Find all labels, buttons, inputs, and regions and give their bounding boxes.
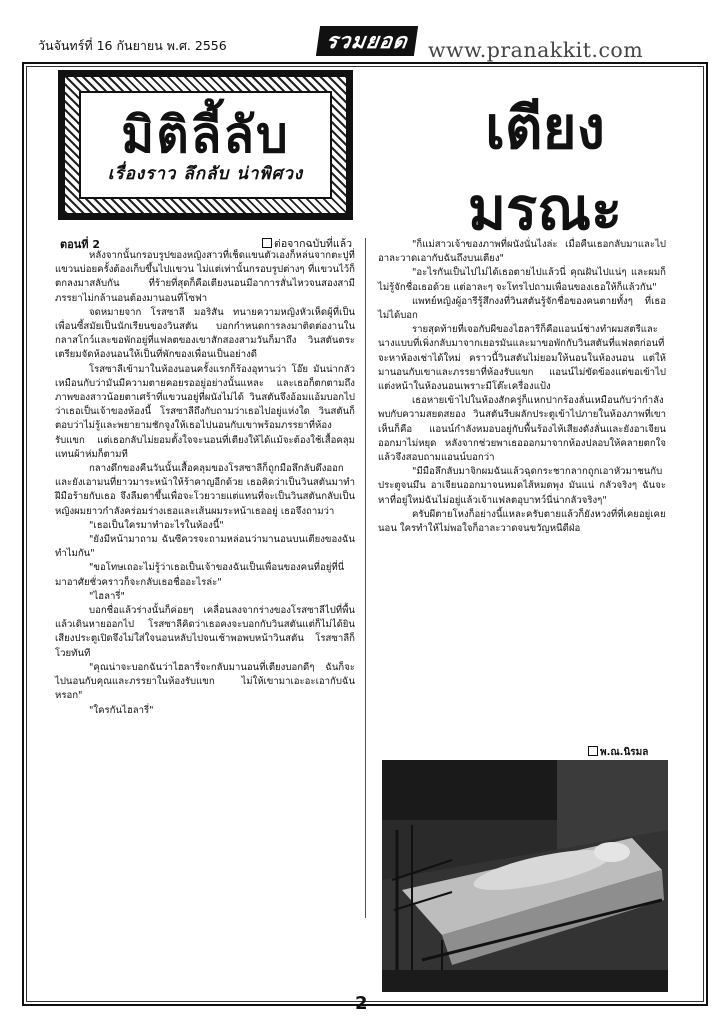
square-bullet-icon (588, 746, 598, 756)
left-column (55, 249, 355, 718)
publication-logo: รวมยอด (316, 26, 418, 56)
photo-illustration (382, 760, 668, 992)
column-divider (365, 238, 366, 918)
right-column (378, 238, 666, 536)
headline-line-2: มรณะ (467, 175, 623, 243)
paragraph: แพทย์หญิงผู้อารีรู้สึกงงที่วินสตันรู้จักชื่อของคนตายทั้งๆ ที่เธอไม่ได้บอก (378, 295, 666, 322)
paragraph: กลางดึกของคืนวันนั้นเสื้อคลุมของโรสซาลีก็ถูกมือลึกลับดึงออกและยังเอามนที่ยาวมาระหน้าให้ร้าคาญอีกด้วย เธอคิดว่าเป็นวินสตันมาทำฝีมือร้ายกับเธอ จึงลืมตาขึ้นเพื่อจะโวยวายแต่แทนที่จะเป็นวินสตันกลับเป็นหญิงผมยาวกำลังคร่อมร่างเธอและเส้นผมระหน้าเธออยู่ เธอจึงถามว่า (55, 463, 355, 517)
paragraph: "เธอเป็นใครมาทำอะไรในห้องนี้" (89, 519, 224, 531)
story-headline (400, 88, 690, 250)
paragraph: "ขอโทษเถอะไม่รู้ว่าเธอเป็นเจ้าของฉันเป็นเพื่อนของคนที่อยู่ที่นี่มาอาศัยชั่วคราวก็จะกลับเธอชื่ออะไรล่ะ" (55, 562, 345, 588)
column-subtitle: เรื่องราว ลึกลับ น่าพิศวง (107, 164, 304, 184)
column-title: มิติลี้ลับ (121, 105, 290, 164)
headline-line-1: เตียง (485, 94, 605, 162)
paragraph: "มีมือลึกลับมาจิกผมฉันแล้วฉุดกระชากลากถูกเอาหัวมาชนกับประตูจนมึน อาเจียนออกมาจนหมดไส้หมดพุง มันแน่ กลัวจริงๆ ฉันจะหาที่อยู่ใหม่ฉันไม่อยู่แล้วเจ้าแฟลตอุบาทว์นี่น่ากลัวจริงๆ" (378, 466, 666, 506)
paragraph: จดหมายจาก โรสซาลี มอริสัน ทนายความหญิงหัวเห็ดผู้ที่เป็นเพื่อนซี้สมัยเป็นนักเรียนของวินสตัน บอกกำหนดการลงมาติดต่องานในกลาสโกว์และขอพักอยู่ที่แฟลตของเขาสักสองสามวันก็มาถึง วินสตันตระเตรียมจัดห้องนอนให้เป็นที่พักของเพื่อนเป็นอย่างดี (55, 306, 355, 361)
author-name: พ.ณ.นิรมล (600, 747, 649, 758)
episode-label: ตอนที่ 2 (60, 238, 101, 251)
paragraph: หลังจากนั้นกรอบรูปของหญิงสาวที่เช็ดแขนตัวเองก็หล่นจากตะปูที่แขวนบ่อยครั้งต้องเก็บขึ้นไปแขวน ไม่แต่เท่านั้นกรอบรูปต่างๆ ที่แขวนไว้ก็ตกลงมาสลับกัน ที่ร้ายที่สุดก็คือเตียงนอนมีอาการสั่นไหวจนสองสามีภรรยาไม่กล้านอนต้องมานอนที่โซฟา (55, 250, 355, 304)
paragraph: โรสซาลีเข้ามาในห้องนอนครั้งแรกก็ร้องอุทานว่า โอ๊ย มันน่ากลัวเหมือนกับว่ามันมีความตายคอยรออยู่อย่างนั้นแหละ และเธอก็ตกตามถึงภาพของสาวน้อยตาเศร้าที่แขวนอยู่ที่ผนังไม่ได้ วินสตันจึงอ้อมแอ้มบอกไปว่าเธอเป็นเจ้าของห้องนี้ โรสซาลีถึงกับถามว่าเธอไปอยู่แห่งใด วินสตันก็ตอบว่าไม่รู้และพยายามชักจูงให้เธอไปนอนกับเขาพร้อมภรรยาที่ห้องรับแขก แต่เธอกลับไม่ยอมตั้งใจจะนอนที่เตียงให้ได้แม้จะต้องใช้เสื้อคลุมแทนผ้าห่มก็ตามที (55, 363, 355, 460)
paragraph: บอกชื่อแล้วร่างนั้นก็ค่อยๆ เคลื่อนลงจากร่างของโรสซาลีไปที่พื้นแล้วเดินหายออกไป โรสซาลีคิดว่าเธอคงจะบอกกับวินสตันแต่ก็ไม่ได้ยินเสียงประตูเปิดจึงไม่ใส่ใจนอนหลับไปจนเช้าพอพบหน้าวินสตัน โรสซาลีก็โวยทันที (55, 605, 355, 659)
bed-photo (382, 760, 668, 992)
paragraph: "อะไรกันเป็นไปไม่ได้เธอตายไปแล้วนี่ คุณฝันไปแน่ๆ และผมก็ไม่รู้จักชื่อเธอด้วย แต่อาละๆ จะโทรไปถามเพื่อนของเธอให้ก็แล้วกัน" (378, 267, 666, 293)
paragraph: รายสุดท้ายที่เจอกับผีของไฮลารีก็คือแอนน์ช่างทำผมสตรีและนางแบบที่เพิ่งกลับมาจากเยอรมันและมาขอพักกับวินสตันที่แฟลตก่อนที่จะหาห้องเช่าได้ใหม่ คราวนี้วินสตันไม่ยอมให้นอนในห้องนอน แต่ให้มานอนกับเขาและภรรยาที่ห้องรับแขก แอนน์ไม่ขัดข้องแต่ขอเข้าไปแต่งหน้าในห้องนอนเพราะมีโต๊ะเครื่องแป้ง (378, 324, 666, 393)
issue-date: วันจันทร์ที่ 16 กันยายน พ.ศ. 2556 (38, 38, 227, 53)
paragraph: "คุณน่าจะบอกฉันว่าไฮลารี่จะกลับมานอนที่เตียงบอกดีๆ ฉันก็จะไปนอนกับคุณและภรรยาในห้องรับแขก ไม่ให้เขามาเอะอะเอากับฉันหรอก" (55, 661, 355, 702)
column-logo-panel (79, 91, 332, 199)
paragraph: "ใครกันไฮลารี่" (89, 704, 154, 716)
column-logo (58, 70, 353, 220)
continued-text: ต่อจากฉบับที่แล้ว (274, 238, 353, 250)
paragraph: "ก็แม่สาวเจ้าของภาพที่ผนังนั่นไงล่ะ เมื่อคืนเธอกลับมาและไปอาละวาดเอากับฉันถึงบนเตียง" (378, 239, 666, 265)
author-credit (588, 745, 648, 760)
square-bullet-icon (262, 238, 272, 248)
paragraph: "ยังมีหน้ามาถาม ฉันซีควรจะถามหล่อนว่ามานอนบนเตียงของฉันทำไมกัน" (55, 534, 355, 560)
paragraph: ครับผีตายโหงก็อย่างนี้แหละครับตายแล้วก็ยังหวงที่ที่เคยอยู่เคยนอน ใครทำให้ไม่พอใจก็อาละวาดจนขวัญหนีดีฝ่อ (378, 508, 666, 535)
paragraph: "ไฮลารี่" (89, 590, 125, 602)
page-number: 2 (355, 993, 368, 1014)
paragraph: เธอหายเข้าไปในห้องสักครู่ก็แหกปากร้องลั่นเหมือนกับว่ากำลังพบกับความสยดสยอง วินสตันรีบผลักประตูเข้าไปภายในห้องภาพที่เขาเห็นก็คือ แอนน์กำลังหมอบอยู่กับพื้นร้องไห้เสียงดังลั่นและยังอาเจียนออกมาไม่หยุด หลังจากช่วยพาเธอออกมาจากห้องปลอบให้คลายตกใจแล้วจึงสอบถามแอนน์บอกว่า (378, 395, 666, 464)
website-url: www.pranakkit.com (428, 38, 644, 62)
